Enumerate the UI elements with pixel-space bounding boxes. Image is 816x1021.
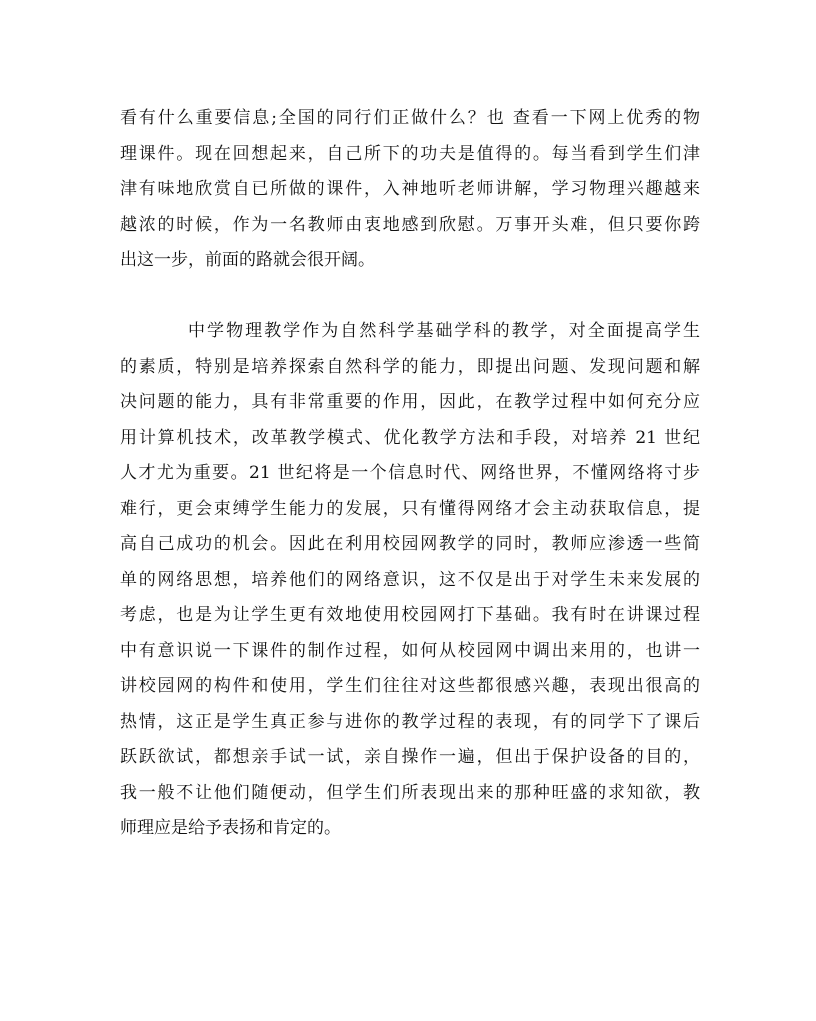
- paragraph-1: [120, 101, 700, 279]
- text-line: 难行，更会束缚学生能力的发展，只有懂得网络才会主动获取信息，提: [120, 498, 700, 519]
- text-line: 看有什么重要信息;全国的同行们正做什么？也 查看一下网上优秀的物: [120, 108, 700, 128]
- text-line: 人才尤为重要。21 世纪将是一个信息时代、网络世界，不懂网络将寸步: [120, 463, 700, 483]
- text-line: 单的网络思想，培养他们的网络意识，这不仅是出于对学生未来发展的: [120, 569, 700, 590]
- text-line: 中有意识说一下课件的制作过程，如何从校园网中调出来用的，也讲一: [120, 640, 700, 661]
- text-line: 热情，这正是学生真正参与进你的教学过程的表现，有的同学下了课后: [120, 711, 700, 732]
- text-line: 师理应是给予表扬和肯定的。: [120, 818, 341, 838]
- text-line: 决问题的能力，具有非常重要的作用，因此，在教学过程中如何充分应: [120, 392, 700, 412]
- text-line: 津有味地欣赏自已所做的课件，入神地听老师讲解，学习物理兴趣越来: [120, 179, 700, 199]
- text-line: 出这一步，前面的路就会很开阔。: [120, 250, 375, 270]
- text-line: 跃跃欲试，都想亲手试一试，亲自操作一遍，但出于保护设备的目的，: [120, 747, 700, 767]
- paragraph-2: [120, 314, 700, 847]
- text-line: 我一般不让他们随便动，但学生们所表现出来的那种旺盛的求知欲，教: [120, 782, 700, 803]
- text-line: 中学物理教学作为自然科学基础学科的教学，对全面提高学生: [188, 321, 700, 341]
- text-line: 讲校园网的构件和使用，学生们往往对这些都很感兴趣，表现出很高的: [120, 676, 700, 696]
- text-line: 高自己成功的机会。因此在利用校园网教学的同时，教师应渗透一些简: [120, 534, 700, 554]
- text-line: 的素质，特别是培养探索自然科学的能力，即提出问题、发现问题和解: [120, 356, 700, 377]
- text-line: 理课件。现在回想起来，自己所下的功夫是值得的。每当看到学生们津: [120, 143, 700, 164]
- text-line: 越浓的时候，作为一名教师由衷地感到欣慰。万事开头难，但只要你跨: [120, 214, 700, 235]
- text-line: 用计算机技术，改革教学模式、优化教学方法和手段，对培养 21 世纪: [120, 427, 700, 448]
- text-line: 考虑，也是为让学生更有效地使用校园网打下基础。我有时在讲课过程: [120, 605, 700, 625]
